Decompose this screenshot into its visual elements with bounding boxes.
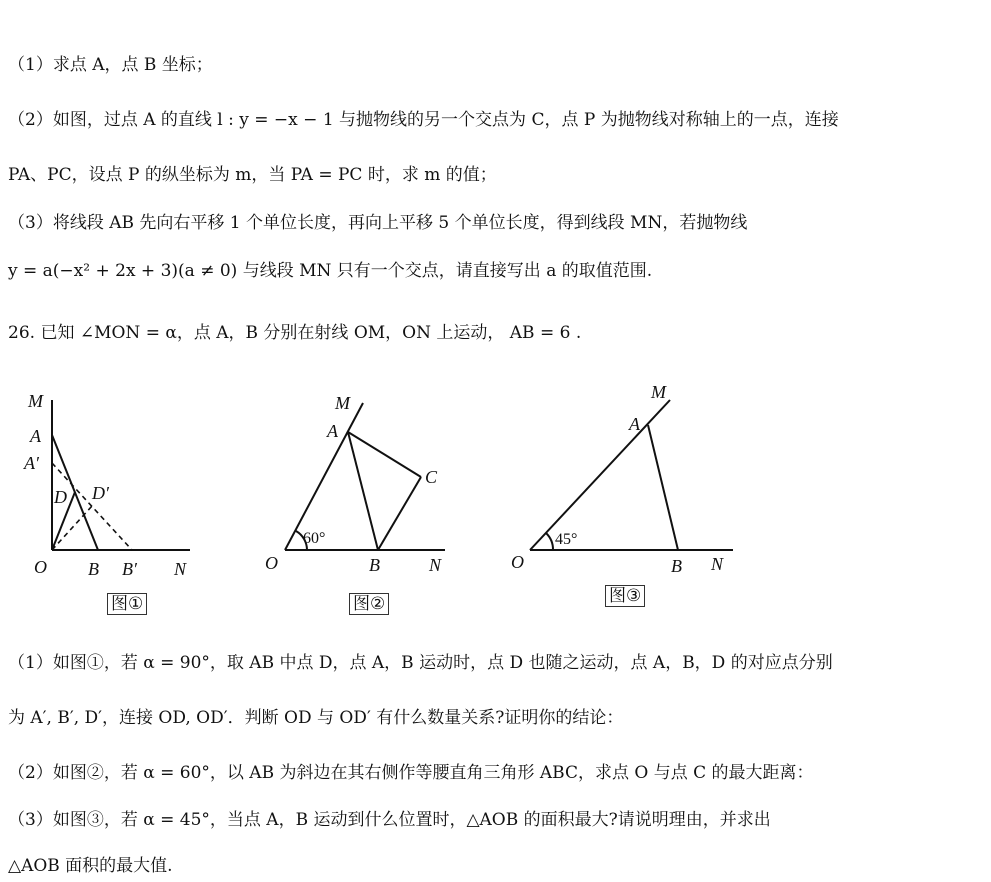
p26-q2-text: （2）如图②，若 α = 60°，以 AB 为斜边在其右侧作等腰直角三角形 ABC，求点 O 与点 C 的最大距离： (8, 763, 814, 783)
figure-3 (505, 378, 745, 578)
figure-2 (255, 385, 465, 585)
fig2-label-N: N (429, 555, 442, 575)
fig3-label-A: A (629, 414, 640, 434)
fig1-label-D-prime: D′ (92, 483, 109, 503)
fig2-caption: 图② (349, 593, 389, 615)
q3-text-line2: y = a(−x² + 2x + 3)(a ≠ 0) 与线段 MN 只有一个交点，请直接写出 a 的取值范围. (8, 261, 653, 281)
q1-text: （1）求点 A，点 B 坐标； (8, 55, 213, 75)
fig1-caption: 图① (107, 593, 147, 615)
fig1-label-A: A (30, 426, 41, 446)
fig3-label-M: M (651, 382, 666, 402)
p26-q1-line2: 为 A′, B′, D′，连接 OD, OD′．判断 OD 与 OD′ 有什么数量关系?证明你的结论： (8, 708, 624, 728)
fig1-label-N: N (174, 559, 187, 579)
fig2-label-O: O (265, 553, 278, 573)
fig2-angle-label: 60° (303, 530, 326, 547)
p26-q1-line1: （1）如图①，若 α = 90°，取 AB 中点 D，点 A，B 运动时，点 D 也随之运动，点 A，B，D 的对应点分别 (8, 653, 833, 673)
fig1-label-O: O (34, 557, 47, 577)
fig1-label-D: D (54, 487, 67, 507)
figure-1 (20, 385, 210, 585)
fig2-label-A: A (327, 421, 338, 441)
fig3-caption: 图③ (605, 585, 645, 607)
fig1-label-B-prime: B′ (122, 559, 137, 579)
fig2-label-C: C (425, 467, 438, 487)
fig3-angle-label: 45° (555, 531, 578, 548)
fig3-label-O: O (511, 552, 524, 572)
fig2-label-M: M (335, 393, 350, 413)
fig3-label-N: N (711, 554, 724, 574)
q3-text-line1: （3）将线段 AB 先向右平移 1 个单位长度，再向上平移 5 个单位长度，得到线段 MN，若抛物线 (8, 213, 748, 233)
fig1-label-A-prime: A′ (24, 453, 39, 473)
p26-q3-line1: （3）如图③，若 α = 45°，当点 A，B 运动到什么位置时，△AOB 的面积最大?请说明理由，并求出 (8, 810, 771, 830)
q2-text-line2: PA、PC，设点 P 的纵坐标为 m，当 PA = PC 时，求 m 的值； (8, 165, 497, 185)
fig2-label-B: B (369, 555, 380, 575)
q2-text-line1: （2）如图，过点 A 的直线 l : y = −x − 1 与抛物线的另一个交点为 C，点 P 为抛物线对称轴上的一点，连接 (8, 110, 839, 130)
fig1-label-M: M (28, 391, 43, 411)
fig3-label-B: B (671, 556, 682, 576)
problem-26-stem: 26. 已知 ∠MON = α，点 A，B 分别在射线 OM，ON 上运动， AB = 6 . (8, 323, 582, 343)
p26-q3-line2: △AOB 面积的最大值. (8, 856, 173, 876)
fig1-label-B: B (88, 559, 99, 579)
